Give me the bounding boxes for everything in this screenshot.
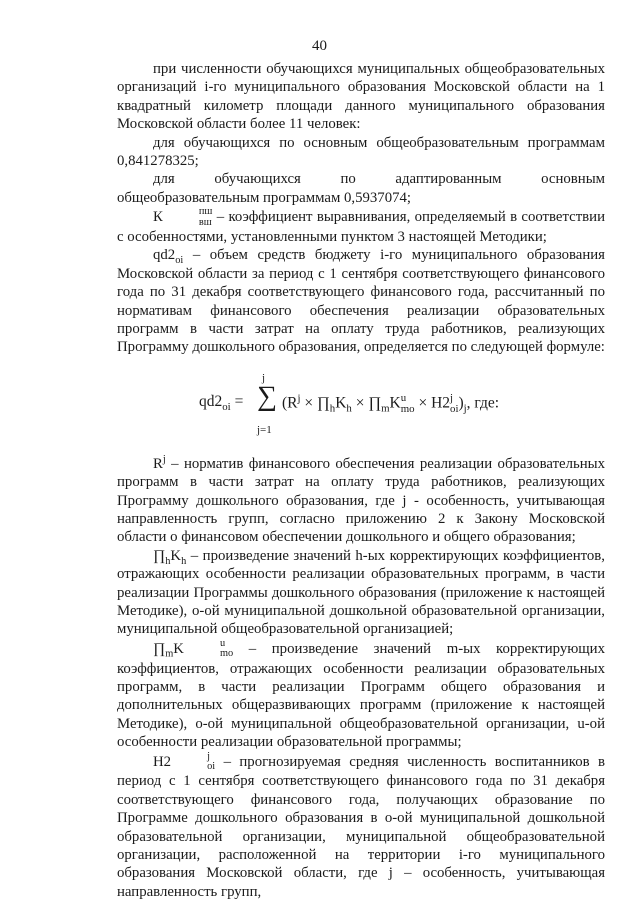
- symbol-h2-sub: oi: [207, 760, 216, 772]
- formula-lhs-symbol: qd2: [199, 392, 223, 410]
- symbol-k-indices: [163, 207, 213, 228]
- symbol-kmo-indices: [184, 639, 233, 660]
- symbol-k-sub: вш: [198, 216, 212, 228]
- page-number: 40: [312, 38, 327, 54]
- formula-h2-sup: j: [450, 391, 454, 404]
- sum-lower-limit: j=1: [257, 423, 272, 436]
- formula-kmo: K: [389, 394, 401, 412]
- symbol-prod-m: ∏: [153, 640, 166, 657]
- symbol-kmo-sub: mo: [219, 648, 234, 660]
- paragraph-qd2-text: – объем средств бюджету i-го муниципального образования Московской области за период с 1 сентября соответствующего финансового года по 31 декабря соответствующего финансового года, рассчитанный по нормативам финансового обеспечения реализации образовательных программ в части затрат на оплату труда работников, реализующих Программу дошкольного образования, определяется по следующей формуле:: [117, 247, 605, 356]
- symbol-qd2: qd2: [153, 247, 176, 264]
- formula-block: [117, 367, 605, 443]
- formula-prod-m-sub: m: [381, 402, 390, 415]
- paragraph-r-definition: [117, 455, 605, 547]
- symbol-r-sup: j: [162, 453, 166, 465]
- formula-prod-h: × ∏: [300, 394, 330, 412]
- paragraph-density-condition: при численности обучающихся муниципальных общеобразовательных организаций i-го муниципального образования Московской области на 1 квадратный километр площади данного муниципального образования Московской области более 11 человек:: [117, 61, 605, 133]
- paragraph-alignment-text: – коэффициент выравнивания, определяемый в соответствии с особенностями, установленными пунктом 3 настоящей Методики;: [117, 209, 605, 245]
- symbol-r: R: [153, 455, 163, 472]
- formula-prod-h-sub: h: [329, 402, 336, 415]
- paragraph-alignment-coefficient: [117, 207, 605, 246]
- symbol-kh-sub: h: [181, 555, 187, 567]
- formula-equals: =: [230, 392, 244, 410]
- formula-close-sub: j: [463, 402, 467, 415]
- paragraph-prod-h-definition: [117, 547, 605, 639]
- formula-kh-sub: h: [346, 402, 352, 415]
- paragraph-qd2-definition: [117, 246, 605, 356]
- paragraph-prod-m-text: – произведение значений m-ых корректирующих коэффициентов, отражающих особенности реализации образовательных программ, в части реализации Программ общего образования и дополнительных общеразвивающих программ (приложение к настоящей Методике), о-ой муниципальной общеобразовательной организации, u-ой особенности реализации образовательной программы;: [117, 640, 605, 751]
- symbol-prod-h: ∏: [153, 547, 166, 564]
- symbol-h2-sup: j: [207, 750, 210, 762]
- formula-tail: , где:: [466, 394, 500, 412]
- paragraph-main-programs: для обучающихся по основным общеобразовательным программам 0,841278325;: [117, 134, 605, 170]
- formula-kh: K: [335, 394, 347, 412]
- symbol-kmo-sup: u: [219, 637, 226, 649]
- formula-rhs: [282, 393, 499, 415]
- sum-sigma: ∑: [257, 380, 277, 412]
- formula-h2-sub: oi: [450, 402, 459, 415]
- formula-h2: × H2: [414, 394, 451, 412]
- symbol-k-sup: пш: [198, 206, 213, 218]
- paragraph-h2-definition: [117, 752, 605, 901]
- paragraph-adapted-programs: для обучающихся по адаптированным основным общеобразовательным программам 0,5937074;: [117, 171, 605, 206]
- paragraph-h2-text: – прогнозируемая средняя численность воспитанников в период с 1 сентября соответствующего финансового года по 31 декабря соответствующего финансового года, получающих образование по Программе дошкольного образования в о-ой муниципальной дошкольной образовательной организации, муниципальной общеобразовательной организации, расположенной на территории i-го муниципального образования Московской области, где j – особенность, учитывающая направленность групп,: [117, 753, 605, 900]
- symbol-k: К: [153, 209, 163, 225]
- symbol-h2-indices: [171, 752, 215, 773]
- formula-lhs-sub: oi: [222, 400, 231, 413]
- formula-kmo-sub: mo: [400, 402, 415, 415]
- symbol-prod-h-sub: h: [165, 555, 171, 567]
- paragraph-prod-m-definition: [117, 639, 605, 752]
- symbol-qd2-sub: oi: [175, 255, 184, 267]
- symbol-kmo: K: [173, 640, 184, 657]
- symbol-prod-m-sub: m: [165, 648, 174, 660]
- paragraph-prod-h-text: – произведение значений h-ых корректирующих коэффициентов, отражающих особенности реализации образовательных программ, в части реализации Программы дошкольного образования (приложение к настоящей Методике), о-ой муниципальной дошкольной образовательной организации, муниципальной общеобразовательной организацией;: [117, 547, 605, 638]
- sum-upper-limit: j: [262, 371, 266, 384]
- formula-r: (R: [282, 394, 298, 412]
- symbol-kh: K: [170, 547, 182, 564]
- document-body: [117, 60, 605, 901]
- formula-kmo-sup: u: [400, 391, 407, 404]
- formula-close: ): [458, 394, 464, 412]
- symbol-h2: H2: [153, 753, 172, 770]
- formula-r-sup: j: [297, 392, 301, 405]
- paragraph-r-text: – норматив финансового обеспечения реализации образовательных программ в части затрат на оплату труда работников, реализующих Программу дошкольного образования, где j - особенность, учитывающая направленность групп, согласно приложению 2 к Закону Московской области о финансовом обеспечении дошкольного и общего образования;: [117, 455, 605, 546]
- formula-kmo-indices: [401, 393, 415, 415]
- formula-lhs: [199, 393, 243, 411]
- formula-prod-m: × ∏: [351, 394, 382, 412]
